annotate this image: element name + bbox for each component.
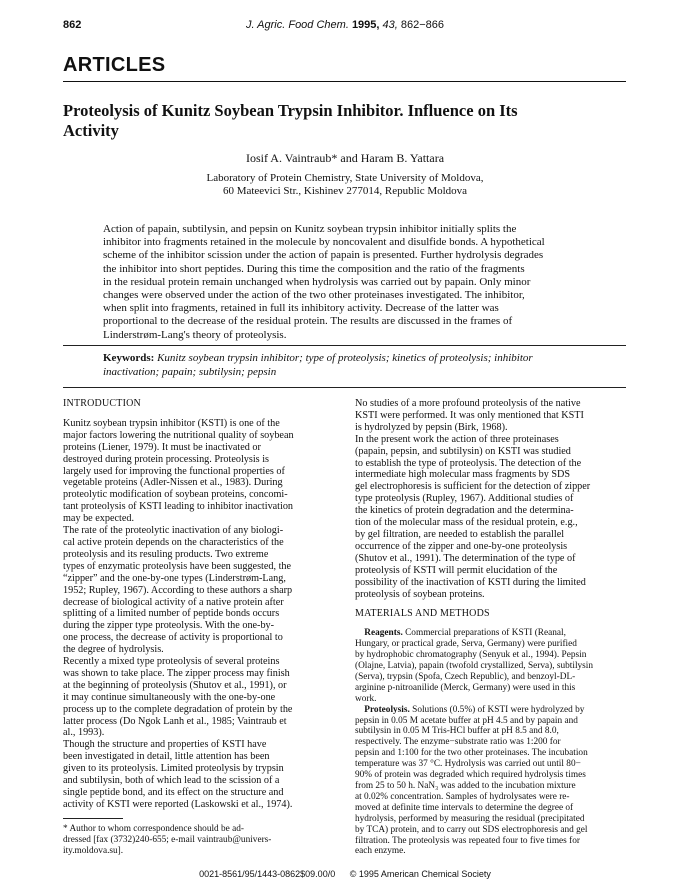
section-heading-introduction: INTRODUCTION (63, 398, 141, 409)
text-line: pepsin and 1:100 for the two other proteinases. The incubation (355, 748, 588, 759)
abstract-line: Linderstrøm-Lang's theory of proteolysis. (103, 328, 287, 341)
paragraph (63, 525, 334, 656)
footnote (63, 824, 334, 857)
text-line: by gel filtration, are needed to establish the parallel (355, 528, 565, 540)
text-line: latter process (Do Ngok Lanh et al., 1985; Vaintraub et (63, 715, 287, 727)
abstract (103, 223, 587, 342)
affiliation-line: Laboratory of Protein Chemistry, State University of Moldova, (206, 172, 484, 184)
text-line: vegetable proteins (Adler-Nissen et al., 1983). During (63, 477, 283, 489)
text-line: the degree of hydrolysis. (63, 644, 164, 656)
text-line: given to its proteolysis. Limited proteolysis by trypsin (63, 763, 284, 775)
text-line: Kunitz soybean trypsin inhibitor (KSTI) is one of the (63, 417, 280, 429)
text-line: it may continue simultaneously with the one-by-one (63, 691, 276, 703)
text-line (355, 705, 626, 716)
text-line: occurrence of the zipper and one-by-one proteolysis (355, 540, 568, 552)
right-column (355, 398, 626, 857)
text-line: tant proteolysis of KSTI leading to inhibitor inactivation (63, 501, 294, 513)
text-line: destroyed during protein processing. Proteolysis is (63, 453, 269, 465)
text-line: process up to the complete degradation of protein by the (63, 703, 293, 715)
affiliation-line: 60 Mateevici Str., Kishinev 277014, Republic Moldova (222, 185, 468, 197)
abstract-line: changes were observed under the action of the two other proteinases investigated. The inhibitor, (103, 289, 525, 302)
text-line: the kinetics of protein degradation and the determina- (355, 505, 574, 517)
keywords-bottom-rule (63, 387, 626, 388)
text-line: al., 1993). (63, 727, 105, 739)
journal-citation (0, 19, 690, 31)
text-line: proteolytic modification of soybean proteins, concomi- (63, 489, 288, 501)
footnote-rule (63, 818, 123, 819)
left-column (63, 398, 334, 857)
journal-name: J. Agric. Food Chem. (245, 19, 349, 31)
text-line: In the present work the action of three proteinases (355, 433, 559, 445)
text-line: No studies of a more profound proteolysis of the native (355, 398, 581, 409)
text-line: Recently a mixed type proteolysis of several proteins (63, 656, 280, 668)
abstract-line: the inhibitor into short peptides. During this time the composition and the ratio of the fragments (103, 262, 525, 275)
text-line: been investigated in detail, little attention has been (63, 751, 270, 763)
section-heading: ARTICLES (63, 54, 166, 76)
abstract-line: proportional to the decrease of the residual protein. The results are discussed in the frames of (103, 315, 513, 328)
text-line: at the beginning of proteolysis (Shutov et al., 1991), or (63, 679, 287, 691)
text-line: proteolysis of soybean proteins. (355, 588, 485, 600)
heading-rule (63, 81, 626, 82)
text-line: major factors lowering the nutritional quality of soybean (63, 429, 294, 441)
proteolysis-paragraph (355, 705, 626, 858)
footnote-line: * Author to whom correspondence should be ad- (63, 823, 244, 834)
text-line: at 0.02% concentration. Samples of hydrolysates were re- (355, 791, 570, 802)
text-line: KSTI were performed. It was only mentioned that KSTI (355, 409, 584, 421)
keywords-line (103, 352, 603, 366)
text-line: type proteolysis (Rupley, 1967). Additional studies of (355, 493, 574, 505)
text-line: possibility of the inactivation of KSTI during the limited (355, 576, 586, 588)
abstract-line: scheme of the inhibitor scission under the action of papain is presented. Further hydrolysis degrades (103, 249, 544, 262)
journal-year: 1995, (351, 19, 380, 31)
text-line: (Olajne, Latvia), papain (twofold crystallized, Serva), subtilysin (355, 661, 594, 672)
text-line: Hungary, or practical grade, Serva, Germany) were purified (355, 639, 577, 650)
paragraph (355, 434, 626, 601)
text-line: 1952; Rupley, 1967). According to these authors a sharp (63, 584, 293, 596)
abstract-line: Action of papain, subtilysin, and pepsin on Kunitz soybean trypsin inhibitor initially splits the (103, 223, 517, 235)
author-list: Iosif A. Vaintraub* and Haram B. Yattara (245, 151, 445, 165)
text-line: work. (355, 693, 377, 704)
text-line: (Shutov et al., 1991). The determination of the type of (355, 552, 576, 564)
text-line: largely used for improving the functional properties of (63, 465, 285, 477)
text-line: respectively. The enzyme−substrate ratio was 1:200 for (355, 737, 561, 748)
text-line: 90% of protein was degraded which required hydrolysis times (355, 770, 586, 781)
text-line: The rate of the proteolytic inactivation of any biologi- (63, 525, 284, 537)
text-line: from 25 to 50 h. NaN₃ was added to the incubation mixture (355, 781, 576, 791)
text-line: was shown to take place. The zipper process may finish (63, 667, 290, 679)
title-line: Activity (63, 121, 119, 140)
text-line: cal active protein depends on the characteristics of the (63, 536, 284, 548)
title-line: Proteolysis of Kunitz Soybean Trypsin Inhibitor. Influence on Its (63, 101, 518, 120)
text-line: to establish the type of proteolysis. The detection of the (355, 457, 582, 469)
text-line: types of enzymatic proteolysis have been suggested, the (63, 560, 292, 572)
keywords-line: inactivation; papain; subtilysin; pepsin (103, 365, 277, 378)
page-footer (0, 869, 690, 879)
text-line: Though the structure and properties of KSTI have (63, 739, 267, 751)
paragraph (63, 656, 334, 739)
text-line: hydrolysis, performed by measuring the residual (precipitated (355, 813, 585, 824)
keywords-block (103, 352, 603, 379)
text-line: “zipper” and the one-by-one types (Linderstrøm-Lang, (63, 572, 286, 584)
text-line: subtilysin in 0.05 M Tris-HCl buffer at pH 8.5 and 8.0, (355, 726, 559, 737)
text-line: tion of the molecular mass of the residual protein, e.g., (355, 517, 578, 529)
text-line: proteolysis of KSTI will permit elucidation of the (355, 564, 558, 576)
keywords-label: Keywords: (103, 352, 155, 364)
text-line: decrease of biological activity of a native protein after (63, 596, 284, 608)
footnote-line: dressed [fax (3732)240-655; e-mail vaintraub@univers- (63, 834, 272, 845)
affiliation (0, 172, 690, 198)
text-line: one process, the decrease of activity is proportional to (63, 632, 283, 644)
text-line: during the zipper type proteolysis. With the one-by- (63, 620, 275, 632)
text-line: by hydrophobic chromatography (Senyuk et al., 1994). Pepsin (355, 650, 587, 661)
reagents-paragraph (355, 628, 626, 704)
text-line: gel electrophoresis is sufficient for the detection of zipper (355, 481, 591, 493)
text-line (355, 628, 626, 639)
reagents-label: Reagents. (364, 628, 403, 639)
text-line: (Serva), trypsin (Spofa, Czech Republic), and benzoyl-DL- (355, 671, 576, 682)
text-line: and subtilysin, both of which lead to the scission of a (63, 775, 280, 787)
text-line: pepsin in 0.05 M acetate buffer at pH 4.5 and by papain and (355, 715, 578, 726)
page-number: 862 (63, 19, 82, 31)
text-run: Commercial preparations of KSTI (Reanal, (405, 628, 566, 639)
text-line: filtration. The proteolysis was repeated four to five times for (355, 835, 580, 846)
text-line: splitting of a limited number of peptide bonds occurs (63, 608, 280, 620)
abstract-line: when split into fragments, retained in full its inhibitory activity. Decrease of the latter was (103, 302, 499, 315)
section-heading-methods: MATERIALS AND METHODS (355, 608, 490, 620)
text-line: may be expected. (63, 513, 134, 525)
keywords-top-rule (63, 345, 626, 346)
text-line: by TCA) protein, and to carry out SDS electrophoresis and gel (355, 824, 588, 835)
text-run: Solutions (0.5%) of KSTI were hydrolyzed by (412, 704, 585, 715)
keywords-text: Kunitz soybean trypsin inhibitor; type of proteolysis; kinetics of proteolysis; inhibitor (157, 352, 533, 364)
text-line: single peptide bond, and its effect on the structure and (63, 787, 284, 798)
text-line: proteolysis and its resuling products. Two extreme (63, 548, 269, 560)
paragraph (63, 739, 334, 810)
proteolysis-label: Proteolysis. (364, 704, 410, 715)
article-code: 0021-8561/95/1443-0862$09.00/0 (199, 869, 336, 879)
paragraph (355, 398, 626, 434)
text-line: activity of KSTI were reported (Laskowski et al., 1974). (63, 798, 293, 810)
text-line: arginine p-nitroanilide (Merck, Germany) were used in this (355, 682, 576, 693)
text-line: (papain, pepsin, and subtilysin) on KSTI was studied (355, 445, 571, 457)
text-line: proteins (Liener, 1979). It must be inactivated or (63, 441, 261, 453)
copyright: © 1995 American Chemical Society (349, 869, 491, 879)
footnote-line: ity.moldova.su]. (63, 845, 124, 856)
article-title (63, 101, 626, 141)
abstract-line: in the residual protein remain unchanged when hydrolysis was carried out by papain. Only minor (103, 275, 531, 288)
abstract-line: inhibitor into fragments retained in the molecule by noncovalent and disulfide bonds. A hypothetical (103, 236, 545, 249)
journal-volume: 43, (382, 19, 398, 31)
text-line: temperature was 37 °C. Hydrolysis was carried out until 80− (355, 759, 581, 770)
journal-pages: 862−866 (400, 19, 445, 31)
text-line: intermediate high molecular mass fragments by SDS (355, 469, 571, 481)
text-line: is hydrolyzed by pepsin (Birk, 1968). (355, 421, 508, 433)
text-line: each enzyme. (355, 846, 406, 857)
paragraph (63, 418, 334, 525)
text-line: moved at definite time intervals to determine the degree of (355, 802, 574, 813)
